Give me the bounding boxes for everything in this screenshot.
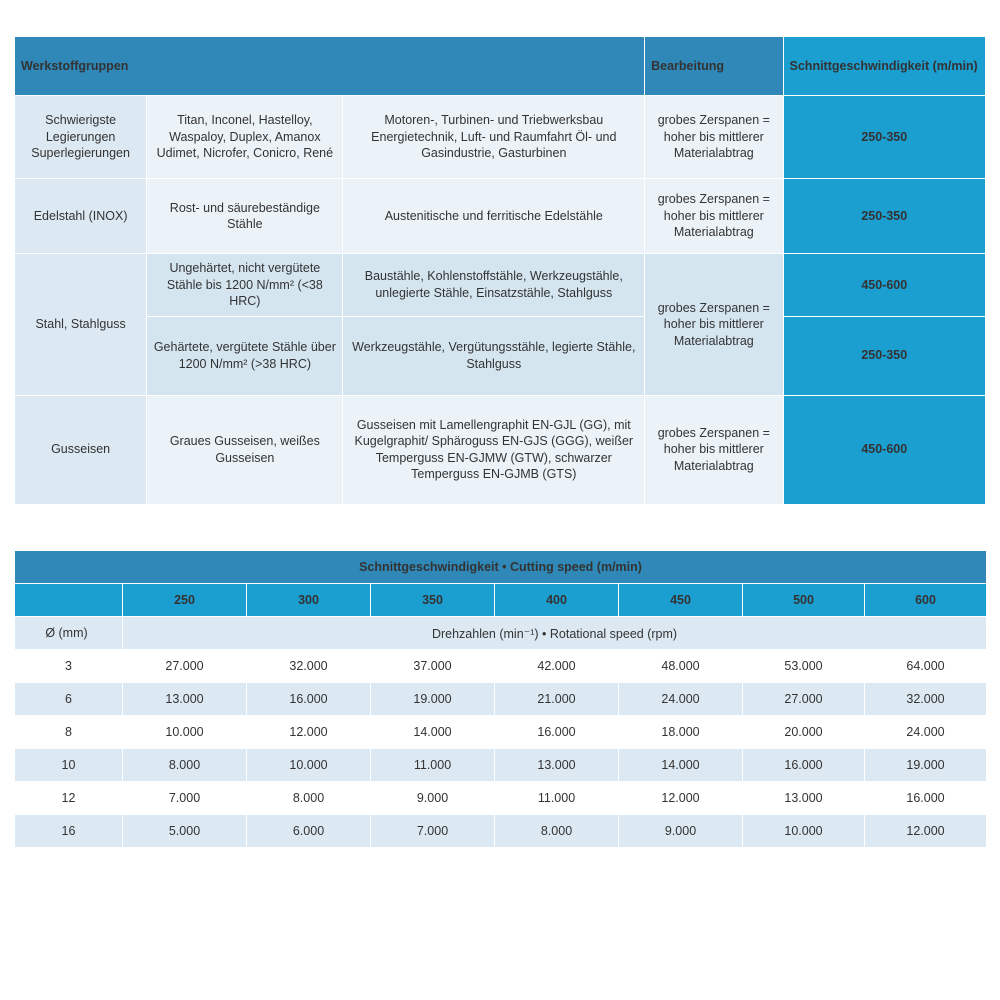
cell-rpm: 14.000	[619, 749, 743, 782]
cell-rpm: 10.000	[123, 716, 247, 749]
cell-rpm: 12.000	[865, 815, 987, 848]
rotational-speed-label: Drehzahlen (min⁻¹) • Rotational speed (rpm)	[123, 617, 987, 650]
cell-rpm: 19.000	[371, 683, 495, 716]
cell-machining: grobes Zerspanen = hoher bis mittlerer Materialabtrag	[645, 254, 783, 396]
table-row	[15, 650, 987, 683]
cell-rpm: 42.000	[495, 650, 619, 683]
materials-table-body	[15, 96, 986, 505]
cell-rpm: 9.000	[619, 815, 743, 848]
cell-materials: Gehärtete, vergütete Stähle über 1200 N/mm² (>38 HRC)	[147, 316, 343, 395]
cell-rpm: 24.000	[619, 683, 743, 716]
col-head-400: 400	[495, 584, 619, 617]
cell-speed: 450-600	[783, 254, 985, 317]
cutting-speed-title: Schnittgeschwindigkeit • Cutting speed (m/min)	[15, 551, 987, 584]
cell-speed: 250-350	[783, 179, 985, 254]
cell-machining: grobes Zerspanen = hoher bis mittlerer Materialabtrag	[645, 179, 783, 254]
materials-table	[14, 36, 986, 505]
cell-machining: grobes Zerspanen = hoher bis mittlerer Materialabtrag	[645, 96, 783, 179]
cell-applications: Werkzeugstähle, Vergütungsstähle, legierte Stähle, Stahlguss	[343, 316, 645, 395]
cell-diameter: 10	[15, 749, 123, 782]
table-row	[15, 179, 986, 254]
cutting-speed-table-body	[15, 617, 987, 848]
cell-speed: 450-600	[783, 395, 985, 504]
cell-rpm: 12.000	[619, 782, 743, 815]
cell-rpm: 5.000	[123, 815, 247, 848]
cell-rpm: 37.000	[371, 650, 495, 683]
cell-rpm: 16.000	[743, 749, 865, 782]
col-head-blank	[15, 584, 123, 617]
cell-rpm: 10.000	[743, 815, 865, 848]
cell-rpm: 32.000	[865, 683, 987, 716]
cutting-speed-table	[14, 550, 987, 848]
cell-applications: Gusseisen mit Lamellengraphit EN-GJL (GG), mit Kugelgraphit/ Sphäroguss EN-GJS (GGG), weißer Temperguss EN-GJMW (GTW), schwarzer Temperguss EN-GJMB (GTS)	[343, 395, 645, 504]
table-row	[15, 96, 986, 179]
cell-rpm: 13.000	[495, 749, 619, 782]
cell-rpm: 32.000	[247, 650, 371, 683]
table-row	[15, 815, 987, 848]
cell-applications: Baustähle, Kohlenstoffstähle, Werkzeugstähle, unlegierte Stähle, Einsatzstähle, Stahlguss	[343, 254, 645, 317]
cell-rpm: 11.000	[495, 782, 619, 815]
materials-table-header	[15, 37, 986, 96]
cell-applications: Motoren-, Turbinen- und Triebwerksbau Energietechnik, Luft- und Raumfahrt Öl- und Gasindustrie, Gasturbinen	[343, 96, 645, 179]
cell-rpm: 7.000	[371, 815, 495, 848]
cell-rpm: 12.000	[247, 716, 371, 749]
col-head-600: 600	[865, 584, 987, 617]
col-head-500: 500	[743, 584, 865, 617]
cell-group: Schwierigste Legierungen Superlegierungen	[15, 96, 147, 179]
table-row	[15, 716, 987, 749]
cell-materials: Rost- und säurebeständige Stähle	[147, 179, 343, 254]
table-row	[15, 395, 986, 504]
cell-speed: 250-350	[783, 96, 985, 179]
cell-diameter: 16	[15, 815, 123, 848]
cell-rpm: 11.000	[371, 749, 495, 782]
cell-rpm: 27.000	[743, 683, 865, 716]
cell-rpm: 53.000	[743, 650, 865, 683]
cell-materials: Ungehärtet, nicht vergütete Stähle bis 1200 N/mm² (<38 HRC)	[147, 254, 343, 317]
rotational-speed-label-row	[15, 617, 987, 650]
cell-machining: grobes Zerspanen = hoher bis mittlerer Materialabtrag	[645, 395, 783, 504]
col-head-350: 350	[371, 584, 495, 617]
cell-rpm: 27.000	[123, 650, 247, 683]
cell-rpm: 6.000	[247, 815, 371, 848]
cell-rpm: 21.000	[495, 683, 619, 716]
cell-diameter: 12	[15, 782, 123, 815]
cell-rpm: 7.000	[123, 782, 247, 815]
cell-rpm: 16.000	[865, 782, 987, 815]
cutting-speed-table-header	[15, 551, 987, 617]
col-head-300: 300	[247, 584, 371, 617]
cell-materials: Titan, Inconel, Hastelloy, Waspaloy, Duplex, Amanox Udimet, Nicrofer, Conicro, René	[147, 96, 343, 179]
cell-rpm: 64.000	[865, 650, 987, 683]
cell-rpm: 9.000	[371, 782, 495, 815]
speed-column-headers	[15, 584, 987, 617]
cell-diameter: 3	[15, 650, 123, 683]
cell-applications: Austenitische und ferritische Edelstähle	[343, 179, 645, 254]
cell-rpm: 10.000	[247, 749, 371, 782]
cell-speed: 250-350	[783, 316, 985, 395]
cell-rpm: 19.000	[865, 749, 987, 782]
cell-rpm: 48.000	[619, 650, 743, 683]
cell-rpm: 24.000	[865, 716, 987, 749]
cell-group: Edelstahl (INOX)	[15, 179, 147, 254]
table-row	[15, 749, 987, 782]
cell-group: Gusseisen	[15, 395, 147, 504]
col-head-250: 250	[123, 584, 247, 617]
cell-materials: Graues Gusseisen, weißes Gusseisen	[147, 395, 343, 504]
header-bearbeitung: Bearbeitung	[645, 37, 783, 96]
cell-rpm: 20.000	[743, 716, 865, 749]
table-row	[15, 316, 986, 395]
cell-rpm: 16.000	[247, 683, 371, 716]
header-werkstoffgruppen: Werkstoffgruppen	[15, 37, 645, 96]
table-row	[15, 782, 987, 815]
diameter-header: Ø (mm)	[15, 617, 123, 650]
table-row	[15, 254, 986, 317]
header-schnittgeschwindigkeit: Schnittgeschwindigkeit (m/min)	[783, 37, 985, 96]
cell-rpm: 8.000	[247, 782, 371, 815]
table-row	[15, 683, 987, 716]
cell-rpm: 13.000	[123, 683, 247, 716]
cell-rpm: 8.000	[123, 749, 247, 782]
cell-rpm: 16.000	[495, 716, 619, 749]
cell-rpm: 18.000	[619, 716, 743, 749]
cell-rpm: 13.000	[743, 782, 865, 815]
cell-group: Stahl, Stahlguss	[15, 254, 147, 396]
col-head-450: 450	[619, 584, 743, 617]
cell-rpm: 8.000	[495, 815, 619, 848]
cell-rpm: 14.000	[371, 716, 495, 749]
cell-diameter: 6	[15, 683, 123, 716]
cell-diameter: 8	[15, 716, 123, 749]
